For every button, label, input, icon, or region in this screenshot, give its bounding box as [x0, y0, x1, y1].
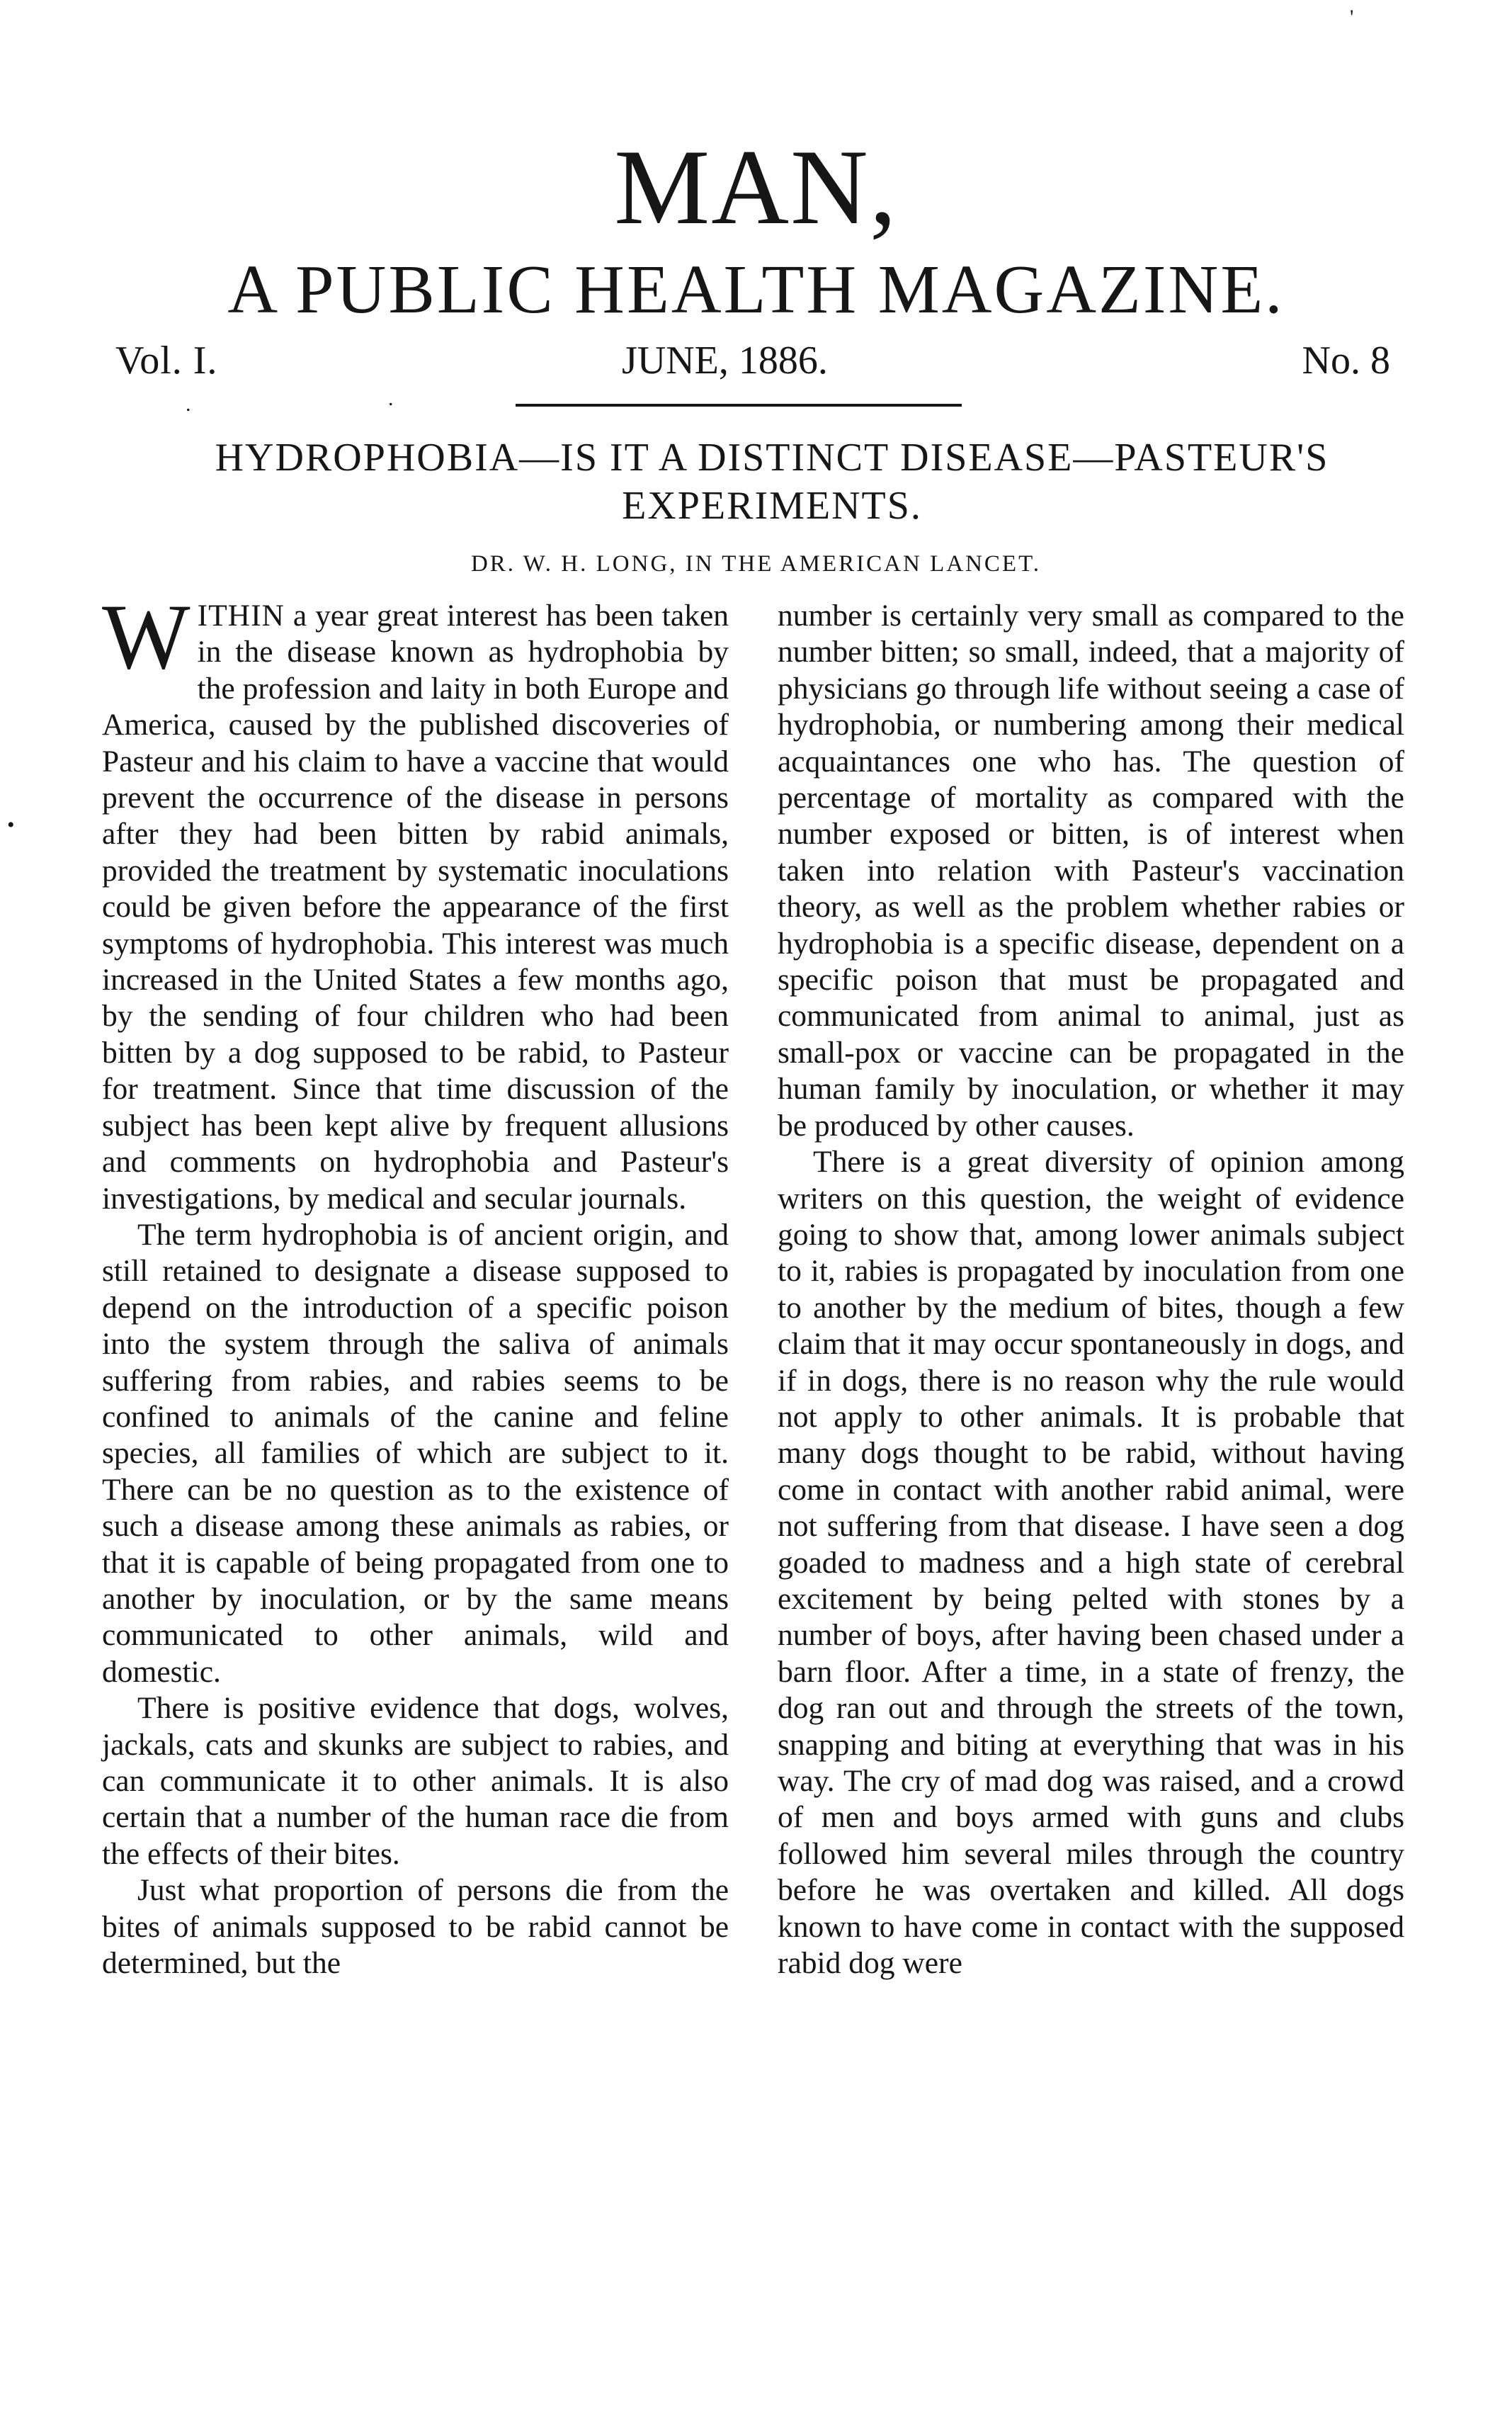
print-speck: • [7, 813, 15, 837]
paragraph [102, 584, 729, 1217]
paragraph: number is certainly very small as compared to the number bitten; so small, indeed, that a majority of physicians go through life without seeing a case of hydrophobia, or numbering among their medical acquaintances one who has. The question of percentage of mortality as compared with the number exposed or bitten, is of interest when taken into relation with Pasteur's vaccination theory, as well as the problem whether rabies or hydrophobia is a specific disease, dependent on a specific poison that must be propagated and communicated from animal to animal, just as small-pox or vaccine can be propagated in the human family by inoculation, or whether it may be produced by other causes. [778, 599, 1404, 1143]
paragraph: There is positive evidence that dogs, wolves, jackals, cats and skunks are subject to rabies, and can communicate it to other animals. It is also certain that a number of the human race die from the effects of their bites. [102, 1691, 729, 1871]
print-speck: . [186, 392, 191, 416]
issue-date: JUNE, 1886. [622, 339, 828, 383]
issue-line [115, 339, 1390, 383]
first-word: ITHIN [197, 599, 285, 633]
article-byline: DR. W. H. LONG, IN THE AMERICAN LANCET. [470, 551, 1042, 577]
paragraph-text: a year great interest has been taken in the disease known as hydrophobia by the profession and laity in both Europe and America, caused by the published discoveries of Pasteur and his claim to have a vaccine that would prevent the occurrence of the disease in persons after they had been bitten by rabid animals, provided the treatment by systematic inoculations could be given before the appearance of the first symptoms of hydrophobia. This interest was much increased in the United States a few months ago, by the sending of four children who had been bitten by a dog supposed to be rabid, to Pasteur for treatment. Since that time discussion of the subject has been kept alive by frequent allusions and comments on hydrophobia and Pasteur's investigations, by medical and secular journals. [102, 599, 729, 1216]
article-title: HYDROPHOBIA—IS IT A DISTINCT DISEASE—PASTEUR'S EXPERIMENTS. [215, 436, 1329, 528]
title-rule [516, 404, 962, 407]
volume-label: Vol. I. [115, 339, 218, 383]
magazine-title: MAN, [614, 128, 898, 247]
paragraph: Just what proportion of persons die from the bites of animals supposed to be rabid cannot be determined, but the [102, 1873, 729, 1981]
drop-cap: W [102, 584, 191, 689]
paragraph: There is a great diversity of opinion among writers on this question, the weight of evidence going to show that, among lower animals subject to it, rabies is propagated by inoculation from one to another by the medium of bites, though a few claim that it may occur spontaneously in dogs, and if in dogs, there is no reason why the rule would not apply to other animals. It is probable that many dogs thought to be rabid, without having come in contact with another rabid animal, were not suffering from that disease. I have seen a dog goaded to madness and a high state of cerebral excitement by being pelted with stones by a number of boys, after having been chased under a barn floor. After a time, in a state of frenzy, the dog ran out and through the streets of the town, snapping and biting at everything that was in his way. The cry of mad dog was raised, and a crowd of men and boys armed with guns and clubs followed him several miles through the country before he was overtaken and killed. All dogs known to have come in contact with the supposed rabid dog were [778, 1145, 1404, 1981]
left-column [102, 584, 729, 1981]
print-speck: . [388, 387, 394, 410]
paragraph: The term hydrophobia is of ancient origin, and still retained to designate a disease supposed to depend on the introduction of a specific poison into the system through the saliva of animals suffering from rabies, and rabies seems to be confined to animals of the canine and feline species, all families of which are subject to it. There can be no question as to the existence of such a disease among these animals as rabies, or that it is capable of being propagated from one to another by inoculation, or by the same means communicated to other animals, wild and domestic. [102, 1217, 729, 1689]
issue-number: No. 8 [1302, 339, 1390, 383]
right-column [778, 598, 1404, 1981]
margin-mark: ' [1350, 6, 1354, 29]
magazine-subtitle: A PUBLIC HEALTH MAGAZINE. [227, 251, 1285, 328]
